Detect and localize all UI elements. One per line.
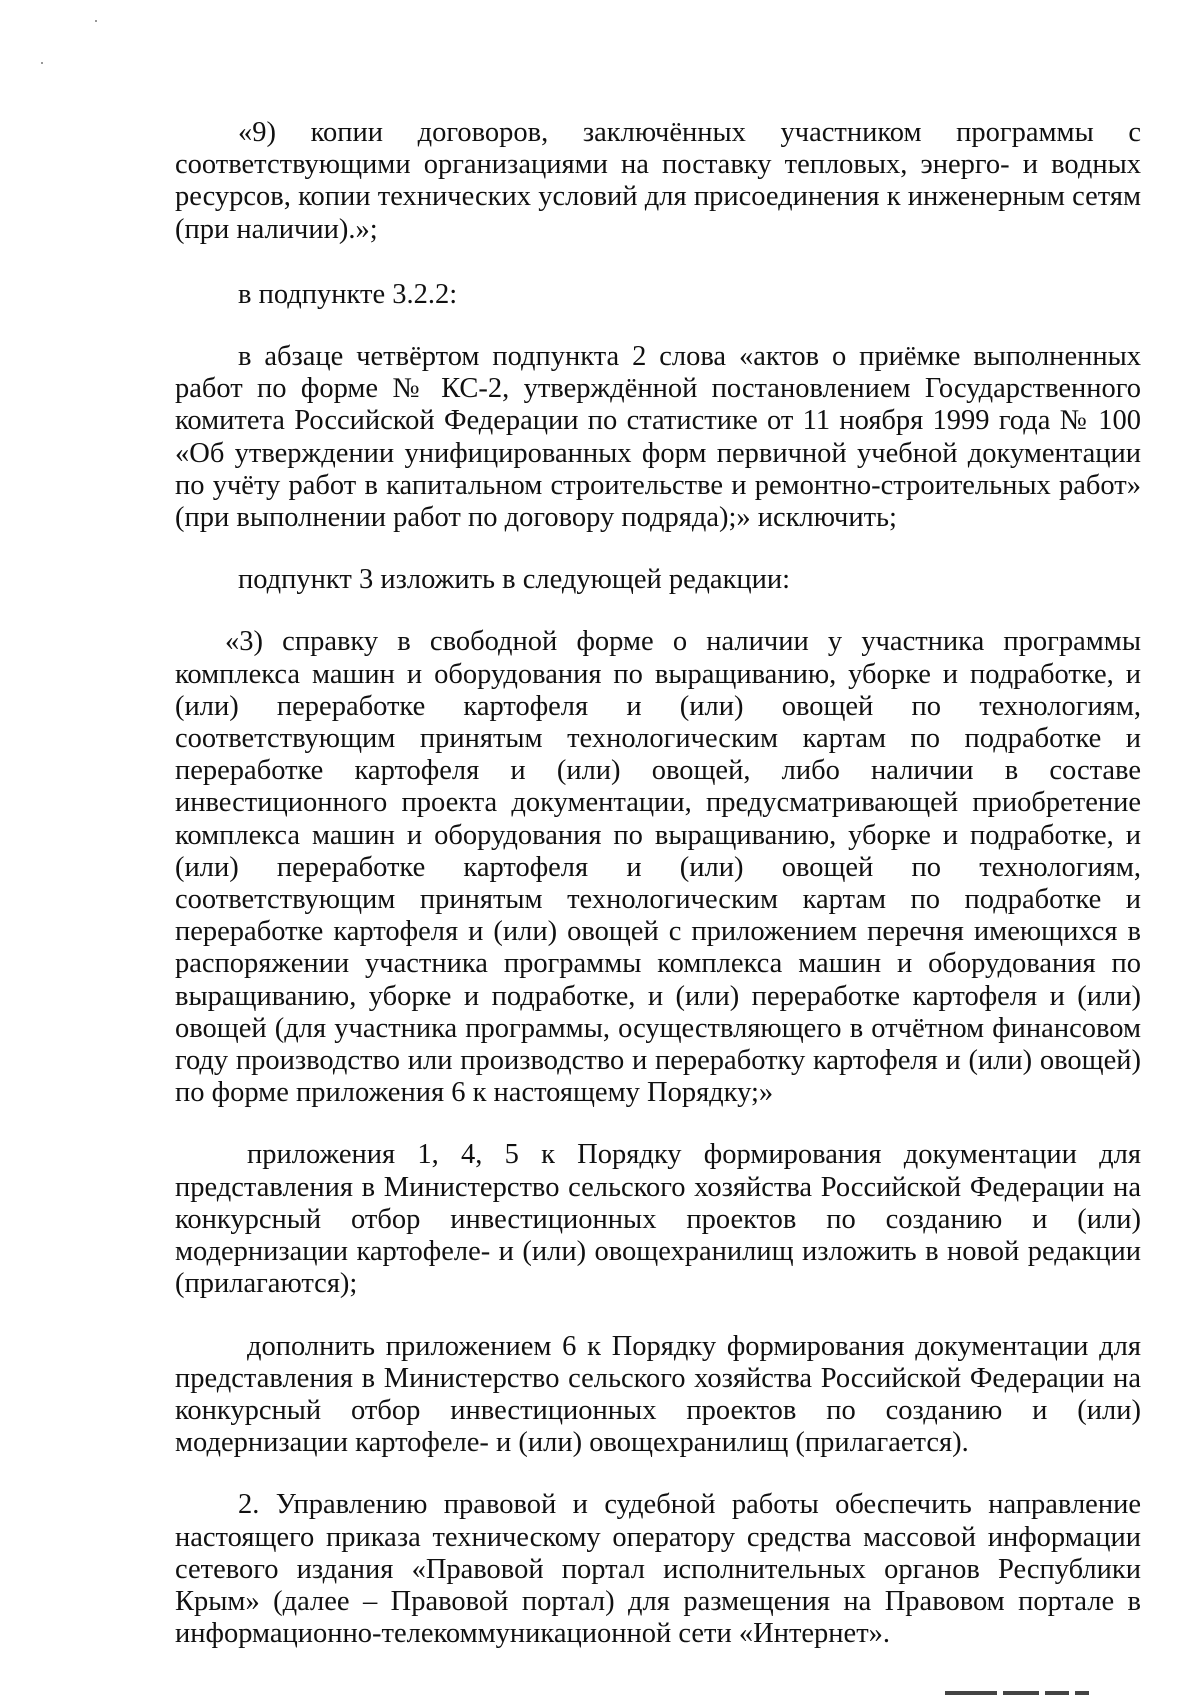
scan-speck: [95, 20, 97, 22]
scan-speck: [41, 62, 43, 64]
paragraph-annex-6-added: дополнить приложением 6 к Порядку формирования документации для представления в Министерство сельского хозяйства Российской Федерации на конкурсный отбор инвестиционных проектов по созданию и (или) модернизации картофеле- и (или) овощехранилищ (прилагается).: [175, 1330, 1141, 1459]
scan-artifact-marks: [945, 1691, 1145, 1696]
paragraph-publication-order: 2. Управлению правовой и судебной работы обеспечить направление настоящего приказа техническому оператору средства массовой информации сетевого издания «Правовой портал исполнительных органов Республики Крым» (далее – Правовой портал) для размещения на Правовом портале в информационно-телекоммуникационной сети «Интернет».: [175, 1489, 1141, 1650]
paragraph-item-3: «3) справку в свободной форме о наличии у участника программы комплекса машин и оборудования по выращиванию, уборке и подработке, и (или) переработке картофеля и (или) овощей по технологиям, соответствующим принятым технологическим картам по подработке и переработке картофеля и (или) овощей, либо наличии в составе инвестиционного проекта документации, предусматривающей приобретение комплекса машин и оборудования по выращиванию, уборке и подработке, и (или) переработке картофеля и (или) овощей по технологиям, соответствующим принятым технологическим картам по подработке и переработке картофеля и (или) овощей с приложением перечня имеющихся в распоряжении участника программы комплекса машин и оборудования по выращиванию, уборке и подработке, и (или) переработке картофеля и (или) овощей (для участника программы, осуществляющего в отчётном финансовом году производство или производство и переработку картофеля и (или) овощей) по форме приложения 6 к настоящему Порядку;»: [175, 626, 1141, 1109]
paragraph-item-9: «9) копии договоров, заключённых участником программы с соответствующими организациями на поставку тепловых, энерго- и водных ресурсов, копии технических условий для присоединения к инженерным сетям (при наличии).»;: [175, 117, 1141, 245]
paragraph-exclusion-amendment: в абзаце четвёртом подпункта 2 слова «актов о приёмке выполненных работ по форме № КС-2, утверждённой постановлением Государственного комитета Российской Федерации по статистике от 11 ноября 1999 года № 100 «Об утверждении унифицированных форм первичной учебной документации по учёту работ в капитальном строительстве и ремонтно-строительных работ» (при выполнении работ по договору подряда);» исключить;: [175, 341, 1141, 534]
paragraph-subclause-heading: в подпункте 3.2.2:: [238, 278, 458, 310]
document-body: [175, 117, 1141, 1650]
paragraph-annexes-restated: приложения 1, 4, 5 к Порядку формирования документации для представления в Министерство сельского хозяйства Российской Федерации на конкурсный отбор инвестиционных проектов по созданию и (или) модернизации картофеле- и (или) овощехранилищ изложить в новой редакции (прилагаются);: [175, 1139, 1141, 1300]
paragraph-restatement-intro: подпункт 3 изложить в следующей редакции:: [238, 564, 791, 596]
